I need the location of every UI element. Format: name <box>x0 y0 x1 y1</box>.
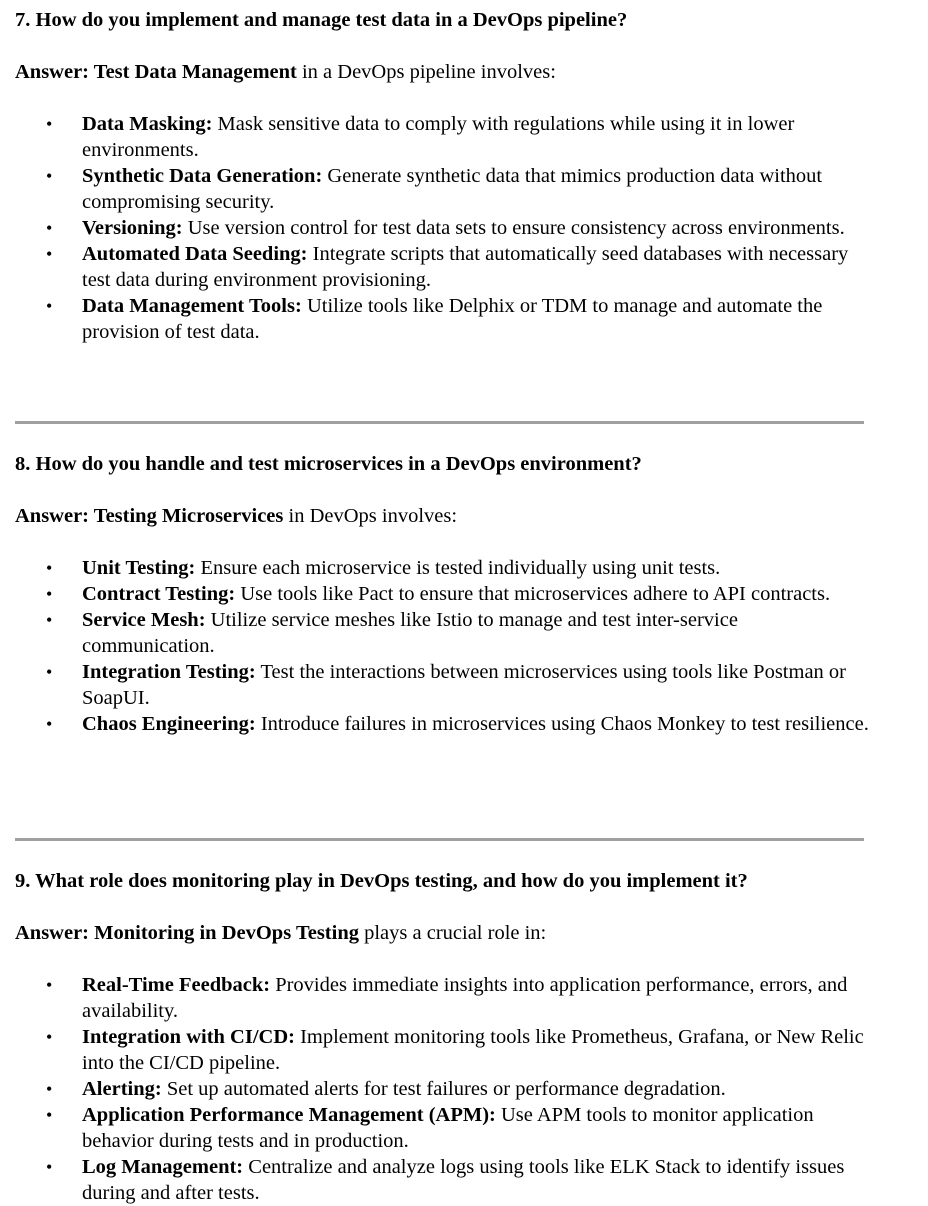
answer-7-list <box>15 111 895 345</box>
list-item-term: Unit Testing: <box>82 557 196 579</box>
list-item-text: Utilize service meshes like Istio to manage and test inter-service communication. <box>82 609 738 657</box>
list-item <box>15 711 872 737</box>
section-divider <box>15 421 864 424</box>
answer-label: Answer: <box>15 61 94 83</box>
list-item-term: Log Management: <box>82 1156 244 1178</box>
list-item-term: Synthetic Data Generation: <box>82 165 323 187</box>
list-item-term: Integration Testing: <box>82 661 256 683</box>
list-item-term: Application Performance Management (APM): <box>82 1104 496 1126</box>
bullet-icon: • <box>46 114 53 134</box>
answer-8-list <box>15 555 895 737</box>
list-item-term: Data Management Tools: <box>82 295 302 317</box>
answer-intro-text: plays a crucial role in: <box>358 922 547 944</box>
answer-intro-text: in DevOps involves: <box>283 505 458 527</box>
bullet-icon: • <box>46 662 53 682</box>
list-item <box>15 241 872 293</box>
list-item <box>15 1154 872 1206</box>
list-item-text: Integrate scripts that automatically seed databases with necessary test data during environment provisioning. <box>82 243 849 291</box>
bullet-icon: • <box>46 1105 53 1125</box>
bullet-icon: • <box>46 558 53 578</box>
question-7-title: 7. How do you implement and manage test data in a DevOps pipeline? <box>15 9 628 31</box>
list-item <box>15 215 872 241</box>
list-item-text: Centralize and analyze logs using tools like ELK Stack to identify issues during and after tests. <box>82 1156 845 1204</box>
answer-topic: Testing Microservices <box>93 505 284 527</box>
list-item <box>15 293 872 345</box>
bullet-icon: • <box>46 975 53 995</box>
list-item-term: Real-Time Feedback: <box>82 974 271 996</box>
section-divider <box>15 838 864 841</box>
answer-topic: Monitoring in DevOps Testing <box>94 922 359 944</box>
list-item-text: Utilize tools like Delphix or TDM to manage and automate the provision of test data. <box>82 295 823 343</box>
list-item-term: Contract Testing: <box>82 583 236 605</box>
list-item-text: Provides immediate insights into application performance, errors, and availability. <box>82 974 848 1022</box>
list-item-text: Use tools like Pact to ensure that microservices adhere to API contracts. <box>235 583 831 605</box>
list-item-text: Use version control for test data sets to ensure consistency across environments. <box>182 217 845 239</box>
list-item <box>15 163 872 215</box>
bullet-icon: • <box>46 1157 53 1177</box>
list-item-text: Test the interactions between microservices using tools like Postman or SoapUI. <box>82 661 846 709</box>
list-item <box>15 1076 872 1102</box>
list-item-term: Service Mesh: <box>82 609 206 631</box>
bullet-icon: • <box>46 610 53 630</box>
list-item-term: Versioning: <box>82 217 183 239</box>
list-item <box>15 1024 872 1076</box>
list-item-text: Implement monitoring tools like Prometheus, Grafana, or New Relic into the CI/CD pipeline. <box>82 1026 864 1074</box>
bullet-icon: • <box>46 1027 53 1047</box>
list-item-text: Ensure each microservice is tested individually using unit tests. <box>195 557 721 579</box>
answer-8-intro <box>15 503 457 529</box>
bullet-icon: • <box>46 166 53 186</box>
list-item <box>15 1102 872 1154</box>
bullet-icon: • <box>46 1079 53 1099</box>
bullet-icon: • <box>46 714 53 734</box>
bullet-icon: • <box>46 244 53 264</box>
list-item-text: Set up automated alerts for test failures or performance degradation. <box>161 1078 726 1100</box>
answer-9-list <box>15 972 895 1206</box>
list-item <box>15 972 872 1024</box>
list-item-term: Automated Data Seeding: <box>82 243 308 265</box>
bullet-icon: • <box>46 218 53 238</box>
list-item <box>15 111 872 163</box>
bullet-icon: • <box>46 296 53 316</box>
list-item <box>15 555 872 581</box>
list-item-text: Generate synthetic data that mimics production data without compromising security. <box>82 165 823 213</box>
list-item <box>15 581 872 607</box>
list-item-text: Mask sensitive data to comply with regulations while using it in lower environments. <box>82 113 795 161</box>
question-8-title: 8. How do you handle and test microservices in a DevOps environment? <box>15 453 642 475</box>
list-item-term: Integration with CI/CD: <box>82 1026 295 1048</box>
list-item <box>15 659 872 711</box>
answer-7-intro <box>15 59 556 85</box>
list-item-text: Use APM tools to monitor application behavior during tests and in production. <box>82 1104 814 1152</box>
answer-intro-text: in a DevOps pipeline involves: <box>296 61 556 83</box>
list-item-term: Alerting: <box>82 1078 162 1100</box>
bullet-icon: • <box>46 584 53 604</box>
list-item <box>15 607 872 659</box>
list-item-term: Data Masking: <box>82 113 213 135</box>
list-item-term: Chaos Engineering: <box>82 713 256 735</box>
answer-topic: Test Data Management <box>93 61 297 83</box>
list-item-text: Introduce failures in microservices using Chaos Monkey to test resilience. <box>255 713 869 735</box>
answer-9-intro <box>15 920 546 946</box>
question-9-title: 9. What role does monitoring play in DevOps testing, and how do you implement it? <box>15 870 748 892</box>
answer-label: Answer: <box>15 505 94 527</box>
answer-label: Answer: <box>15 922 95 944</box>
